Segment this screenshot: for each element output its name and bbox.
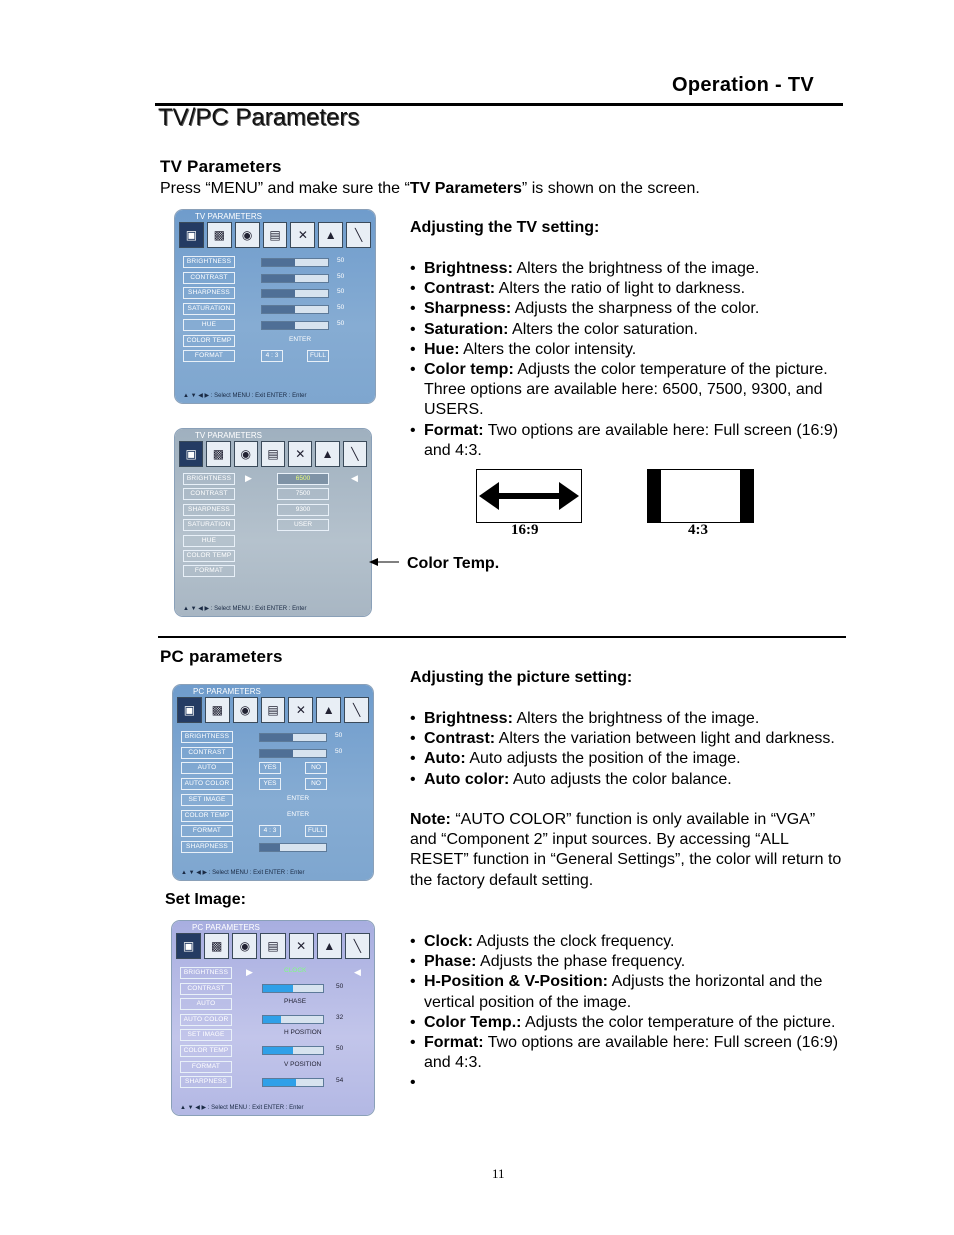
- menu-row-value: ENTER: [287, 794, 310, 802]
- menu-row-slider: [261, 258, 329, 267]
- menu-row: [181, 825, 361, 837]
- menu-row: [183, 488, 363, 500]
- menu-row: [183, 565, 363, 577]
- page-title: TV/PC Parameters: [158, 104, 360, 131]
- menu-tab-strip: [179, 441, 367, 467]
- set-image-item-value: 54: [336, 1076, 344, 1084]
- menu-row-option: 4 : 3: [259, 825, 281, 837]
- pc-bullet-list: [410, 709, 842, 790]
- display-tab-icon: ▤: [261, 441, 285, 467]
- menu-row-value: ENTER: [289, 335, 312, 343]
- bullet-text: Alters the color saturation.: [508, 320, 698, 338]
- left-arrow-icon: ◀: [354, 967, 361, 977]
- menu-row-label: BRIGHTNESS: [181, 731, 233, 743]
- menu-row-slider: [259, 749, 327, 758]
- pc-menu-screenshot: [173, 685, 373, 880]
- menu-tab-strip: [176, 933, 370, 959]
- pip-tab-icon: ▩: [205, 697, 230, 723]
- menu-row: [183, 319, 363, 331]
- set-image-item-slider: [262, 1078, 324, 1087]
- menu-row-label: HUE: [183, 319, 235, 331]
- menu-row: [183, 256, 363, 268]
- bullet-item: [410, 770, 842, 790]
- menu-row-value: ENTER: [287, 810, 310, 818]
- menu-row-option: YES: [259, 762, 281, 774]
- set-image-item-name: V POSITION: [284, 1060, 322, 1068]
- color-temp-option: 7500: [277, 488, 329, 500]
- ratio-16-9-diagram: [476, 469, 582, 523]
- sound-tab-icon: ◉: [234, 441, 258, 467]
- menu-row-label: AUTO COLOR: [181, 778, 233, 790]
- menu-row-option: YES: [259, 778, 281, 790]
- menu-row-label: CONTRAST: [183, 272, 235, 284]
- setup-tab-icon: ╲: [344, 697, 369, 723]
- tv-adjust-heading: Adjusting the TV setting:: [410, 219, 600, 236]
- menu-row-label: COLOR TEMP: [183, 335, 235, 347]
- menu-footer: ▲ ▼ ◀ ▶ : Select MENU : Exit ENTER : Enter: [183, 393, 307, 399]
- menu-row-label: FORMAT: [183, 565, 235, 577]
- set-image-item-slider-fill: [263, 1047, 293, 1054]
- menu-row-slider-fill: [262, 290, 295, 297]
- pc-adjust-heading: Adjusting the picture setting:: [410, 669, 633, 686]
- menu-row-slider: [259, 843, 327, 852]
- menu-row-label: CONTRAST: [181, 747, 233, 759]
- left-arrow-icon: ◀: [351, 473, 358, 483]
- tools-tab-icon: ✕: [288, 697, 313, 723]
- menu-row-slider-fill: [262, 306, 295, 313]
- bullet-text: Adjusts the color temperature of the picture. Three options are available here: 6500, 7500, 9300, and USERS.: [424, 361, 828, 419]
- note-label: Note:: [410, 811, 451, 828]
- set-image-item-slider-fill: [263, 1079, 296, 1086]
- picture-tab-icon: ▣: [176, 933, 201, 959]
- menu-title: TV PARAMETERS: [195, 212, 262, 221]
- setup-tab-icon: ╲: [343, 441, 367, 467]
- bullet-item: [410, 709, 842, 729]
- menu-row-label: FORMAT: [180, 1061, 232, 1073]
- picture-tab-icon: ▣: [177, 697, 202, 723]
- bullet-term: Phase:: [424, 953, 477, 971]
- callout-arrow-icon: [369, 556, 401, 568]
- picture-tab-icon: ▣: [179, 441, 203, 467]
- tv-heading: TV Parameters: [160, 157, 282, 176]
- menu-row: [181, 794, 361, 806]
- menu-row-value: 50: [337, 272, 345, 280]
- menu-row: [181, 841, 361, 853]
- pip-tab-icon: ▩: [206, 441, 230, 467]
- bullet-text: Adjusts the sharpness of the color.: [511, 300, 760, 318]
- bullet-term: Contrast:: [424, 280, 496, 298]
- menu-row-slider-fill: [262, 275, 295, 282]
- bullet-term: Color temp:: [424, 361, 514, 379]
- menu-title: PC PARAMETERS: [193, 687, 261, 696]
- menu-row-slider-fill: [260, 750, 293, 757]
- right-arrow-icon: ▶: [245, 473, 252, 483]
- menu-row: [183, 473, 363, 485]
- sound-tab-icon: ◉: [235, 222, 260, 248]
- bullet-item: [410, 972, 842, 1012]
- display-tab-icon: ▤: [260, 933, 285, 959]
- bullet-term: Brightness:: [424, 710, 513, 727]
- color-temp-option: 9300: [277, 504, 329, 516]
- menu-row-label: COLOR TEMP: [181, 810, 233, 822]
- set-image-item-slider: [262, 1046, 324, 1055]
- bullet-term: Format:: [424, 421, 484, 439]
- bullet-term: Sharpness:: [424, 300, 512, 318]
- color-temp-callout: Color Temp.: [407, 555, 500, 572]
- menu-row: [180, 1029, 360, 1041]
- sound-tab-icon: ◉: [233, 697, 258, 723]
- menu-row-value: 50: [335, 747, 343, 755]
- bullet-item: [410, 729, 842, 749]
- setup-tab-icon: ╲: [346, 222, 371, 248]
- lock-tab-icon: ▲: [316, 697, 341, 723]
- menu-row: [181, 810, 361, 822]
- menu-row: [183, 535, 363, 547]
- bullet-term: Brightness:: [424, 260, 513, 277]
- tv-intro-text: Press “MENU” and make sure the “: [160, 180, 410, 197]
- menu-row-value: 50: [337, 257, 345, 264]
- menu-row-option: FULL: [305, 825, 327, 837]
- menu-row-label: CONTRAST: [183, 488, 235, 500]
- menu-row-label: AUTO: [181, 762, 233, 774]
- menu-row: [183, 550, 363, 562]
- lock-tab-icon: ▲: [317, 933, 342, 959]
- set-image-item-value: 32: [336, 1014, 344, 1022]
- menu-title: TV PARAMETERS: [195, 431, 262, 440]
- menu-row-slider-fill: [262, 322, 295, 329]
- bullet-text: Alters the brightness of the image.: [512, 260, 760, 277]
- bullet-text: Two options are available here: Full screen (16:9) and 4:3.: [424, 421, 839, 459]
- menu-row-label: SATURATION: [183, 303, 235, 315]
- bullet-term: Contrast:: [424, 730, 496, 748]
- set-image-bullet-list: [410, 932, 842, 1073]
- menu-row-label: FORMAT: [183, 350, 235, 362]
- menu-row: [181, 731, 361, 743]
- double-arrow-icon: [477, 470, 581, 522]
- pillarbox-right: [740, 470, 753, 522]
- note-text: “AUTO COLOR” function is only available in “VGA” and “Component 2” input sources. By accessing “ALL RESET” function in “General Settings”, the color will return to the factory default setting.: [410, 811, 842, 889]
- bullet-term: Format:: [424, 1034, 484, 1052]
- menu-row-value: 50: [337, 319, 345, 327]
- menu-row-label: CONTRAST: [180, 983, 232, 995]
- set-image-item-value: 50: [336, 1045, 344, 1053]
- menu-row-label: AUTO COLOR: [180, 1014, 232, 1026]
- pc-note: [410, 810, 842, 891]
- tools-tab-icon: ✕: [288, 441, 312, 467]
- menu-row-slider: [261, 289, 329, 298]
- menu-row-option: FULL: [307, 350, 329, 362]
- display-tab-icon: ▤: [261, 697, 286, 723]
- set-image-item-value: 50: [336, 983, 344, 990]
- menu-row: [183, 272, 363, 284]
- menu-row-label: BRIGHTNESS: [183, 256, 235, 268]
- menu-row-label: COLOR TEMP: [180, 1045, 232, 1057]
- bullet-item: [410, 421, 842, 461]
- set-image-item-slider: [262, 984, 324, 993]
- bullet-item: [410, 360, 842, 421]
- bullet-term: Auto:: [424, 750, 466, 768]
- menu-row: [183, 303, 363, 315]
- menu-row-label: BRIGHTNESS: [183, 473, 235, 485]
- bullet-item: [410, 1033, 842, 1073]
- bullet-item: [410, 952, 842, 972]
- menu-row: [183, 504, 363, 516]
- ratio-4-3-diagram: [647, 469, 754, 523]
- bullet-text: Auto adjusts the position of the image.: [465, 750, 741, 768]
- menu-row-value: 50: [337, 288, 345, 296]
- set-image-item-slider: [262, 1015, 324, 1024]
- bullet-term: Saturation:: [424, 320, 509, 338]
- menu-row-label: SET IMAGE: [181, 794, 233, 806]
- bullet-text: Alters the color intensity.: [459, 340, 637, 358]
- menu-row-label: AUTO: [180, 998, 232, 1010]
- sound-tab-icon: ◉: [232, 933, 257, 959]
- menu-row-slider: [261, 274, 329, 283]
- bullet-term: Hue:: [424, 340, 460, 358]
- menu-row-option: 4 : 3: [261, 350, 283, 362]
- menu-row-option: NO: [305, 762, 327, 774]
- bullet-text: Alters the variation between light and darkness.: [495, 730, 835, 748]
- lock-tab-icon: ▲: [318, 222, 343, 248]
- bullet-item: [410, 320, 842, 340]
- tv-intro-bold: TV Parameters: [409, 180, 522, 197]
- bullet-text: Adjusts the phase frequency.: [476, 953, 686, 971]
- menu-row: [180, 967, 360, 979]
- bullet-item: [410, 259, 842, 279]
- menu-row-label: FORMAT: [181, 825, 233, 837]
- menu-row-label: COLOR TEMP: [183, 550, 235, 562]
- menu-row-value: 50: [335, 732, 343, 739]
- menu-row: [181, 747, 361, 759]
- bullet-term: Color Temp.:: [424, 1013, 522, 1031]
- page-number: 11: [492, 1166, 505, 1181]
- menu-row-slider: [261, 305, 329, 314]
- set-image-item-name: H POSITION: [284, 1029, 322, 1037]
- bullet-text: Alters the brightness of the image.: [512, 710, 760, 727]
- ratio-4-3-label: 4:3: [688, 522, 708, 538]
- menu-title: PC PARAMETERS: [192, 923, 260, 932]
- menu-row-slider-fill: [260, 844, 280, 851]
- set-image-item-slider-fill: [263, 985, 293, 992]
- menu-footer: ▲ ▼ ◀ ▶ : Select MENU : Exit ENTER : Enter: [183, 606, 307, 612]
- tv-menu-screenshot: [175, 210, 375, 403]
- bullet-term: Clock:: [424, 933, 473, 950]
- menu-row-slider: [259, 733, 327, 742]
- bullet-text: Adjusts the clock frequency.: [472, 933, 675, 950]
- menu-tab-strip: [179, 222, 371, 248]
- menu-row: [183, 519, 363, 531]
- tv-intro: [160, 179, 700, 199]
- menu-row: [180, 998, 360, 1010]
- menu-footer: ▲ ▼ ◀ ▶ : Select MENU : Exit ENTER : Enter: [181, 870, 305, 876]
- menu-row-label: HUE: [183, 535, 235, 547]
- bullet-text: Adjusts the horizontal and the vertical position of the image.: [424, 973, 823, 1011]
- bullet-term: Auto color:: [424, 770, 510, 788]
- menu-row-label: SET IMAGE: [180, 1029, 232, 1041]
- bullet-item: [410, 749, 842, 769]
- lock-tab-icon: ▲: [315, 441, 339, 467]
- tv-intro-text-end: ” is shown on the screen.: [521, 180, 700, 197]
- menu-row-value: 50: [337, 304, 345, 312]
- tools-tab-icon: ✕: [289, 933, 314, 959]
- menu-row: [183, 335, 363, 347]
- menu-row-label: SHARPNESS: [183, 504, 235, 516]
- set-image-item-slider-fill: [263, 1016, 281, 1023]
- bullet-item: [410, 932, 842, 952]
- tools-tab-icon: ✕: [290, 222, 315, 248]
- menu-row-label: SHARPNESS: [180, 1076, 232, 1088]
- set-image-menu-screenshot: [172, 921, 374, 1115]
- ratio-16-9-label: 16:9: [511, 522, 539, 538]
- set-image-item-name: CLOCK: [284, 967, 307, 974]
- menu-row-option: NO: [305, 778, 327, 790]
- bullet-text: Two options are available here: Full screen (16:9) and 4:3.: [424, 1034, 839, 1072]
- bullet-text: Auto adjusts the color balance.: [509, 770, 732, 788]
- menu-row-slider-fill: [262, 259, 295, 266]
- menu-row-label: SHARPNESS: [181, 841, 233, 853]
- bullet-text: Alters the ratio of light to darkness.: [495, 280, 746, 298]
- menu-row: [183, 350, 363, 362]
- pip-tab-icon: ▩: [207, 222, 232, 248]
- right-arrow-icon: ▶: [246, 967, 253, 977]
- menu-row-slider-fill: [260, 734, 293, 741]
- menu-row: [181, 762, 361, 774]
- tv-bullet-list: [410, 259, 842, 461]
- color-temp-option: 6500: [277, 473, 329, 485]
- color-temp-menu-screenshot: [175, 429, 371, 616]
- menu-row-label: SHARPNESS: [183, 287, 235, 299]
- bullet-item: [410, 299, 842, 319]
- set-image-item-name: PHASE: [284, 998, 307, 1006]
- menu-row-label: SATURATION: [183, 519, 235, 531]
- menu-row: [180, 1061, 360, 1073]
- menu-tab-strip: [177, 697, 369, 723]
- menu-row-slider: [261, 321, 329, 330]
- pc-heading: PC parameters: [160, 647, 283, 666]
- menu-row: [181, 778, 361, 790]
- bullet-text: Adjusts the color temperature of the picture.: [521, 1013, 836, 1031]
- section-header: Operation - TV: [672, 74, 814, 96]
- menu-row: [183, 287, 363, 299]
- set-image-label: Set Image:: [165, 891, 246, 908]
- bullet-item: [410, 340, 842, 360]
- bullet-term: H-Position & V-Position:: [424, 973, 608, 991]
- menu-row-label: BRIGHTNESS: [180, 967, 232, 979]
- section-divider: [158, 636, 846, 638]
- bullet-item: [410, 279, 842, 299]
- picture-tab-icon: ▣: [179, 222, 204, 248]
- color-temp-option: USER: [277, 519, 329, 531]
- display-tab-icon: ▤: [263, 222, 288, 248]
- setup-tab-icon: ╲: [345, 933, 370, 959]
- pillarbox-left: [648, 470, 661, 522]
- bullet-item: [410, 1013, 842, 1033]
- pip-tab-icon: ▩: [204, 933, 229, 959]
- menu-footer: ▲ ▼ ◀ ▶ : Select MENU : Exit ENTER : Enter: [180, 1105, 304, 1111]
